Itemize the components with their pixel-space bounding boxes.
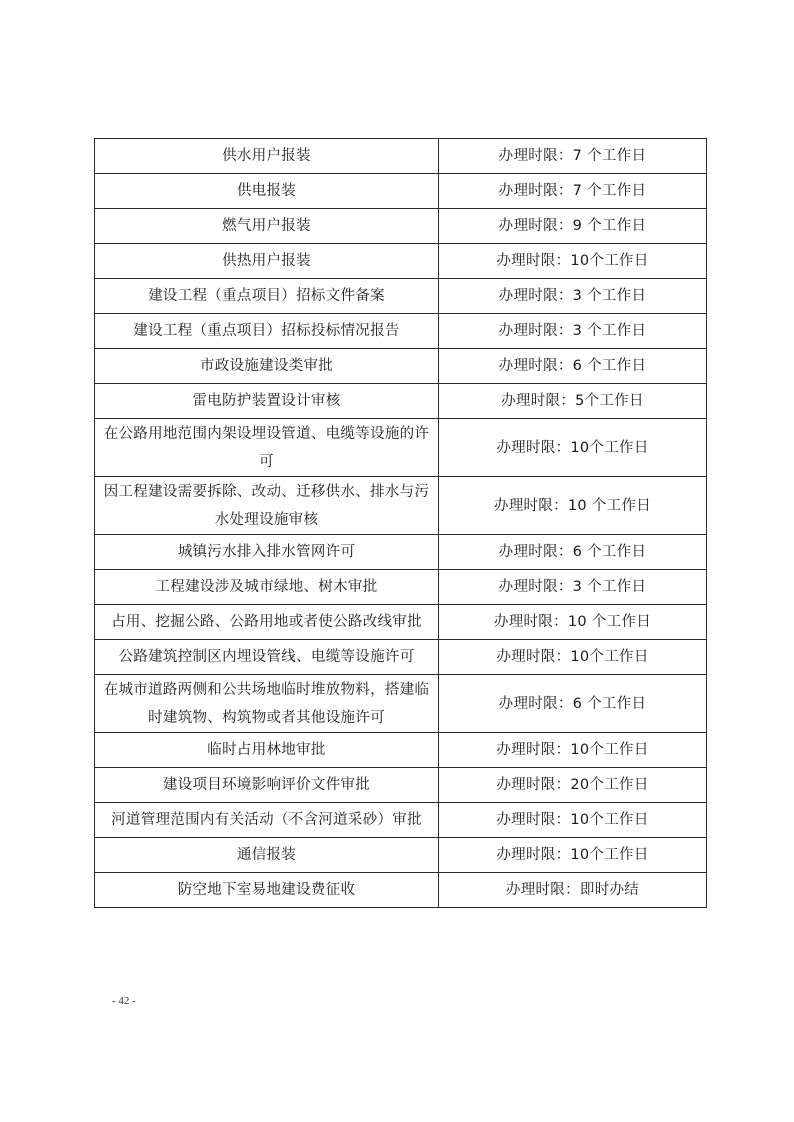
table-row — [95, 139, 707, 174]
time-limit-cell: 办理时限：7 个工作日 — [439, 174, 707, 209]
approval-item-cell: 供电报装 — [95, 174, 439, 209]
time-limit-cell: 办理时限：20个工作日 — [439, 768, 707, 803]
table-row — [95, 384, 707, 419]
approval-item-cell: 临时占用林地审批 — [95, 733, 439, 768]
approval-item-cell: 占用、挖掘公路、公路用地或者使公路改线审批 — [95, 605, 439, 640]
approval-item-cell: 在公路用地范围内架设埋设管道、电缆等设施的许可 — [95, 419, 439, 477]
approval-item-cell: 公路建筑控制区内埋设管线、电缆等设施许可 — [95, 640, 439, 675]
time-limit-cell: 办理时限：10个工作日 — [439, 803, 707, 838]
table-body — [95, 139, 707, 908]
approval-item-cell: 通信报装 — [95, 838, 439, 873]
time-limit-cell: 办理时限：10 个工作日 — [439, 477, 707, 535]
time-limit-cell: 办理时限：5个工作日 — [439, 384, 707, 419]
time-limit-cell: 办理时限：10个工作日 — [439, 419, 707, 477]
table-row — [95, 605, 707, 640]
table-row — [95, 733, 707, 768]
time-limit-cell: 办理时限：6 个工作日 — [439, 349, 707, 384]
time-limit-cell: 办理时限：即时办结 — [439, 873, 707, 908]
table-row — [95, 535, 707, 570]
time-limit-cell: 办理时限：9 个工作日 — [439, 209, 707, 244]
table-row — [95, 314, 707, 349]
time-limit-cell: 办理时限：7 个工作日 — [439, 139, 707, 174]
approval-item-cell: 供热用户报装 — [95, 244, 439, 279]
time-limit-cell: 办理时限：10个工作日 — [439, 640, 707, 675]
table-row — [95, 675, 707, 733]
table-row — [95, 174, 707, 209]
table-row — [95, 349, 707, 384]
table-row — [95, 640, 707, 675]
approval-item-cell: 防空地下室易地建设费征收 — [95, 873, 439, 908]
approval-item-cell: 河道管理范围内有关活动（不含河道采砂）审批 — [95, 803, 439, 838]
table-row — [95, 803, 707, 838]
table-row — [95, 768, 707, 803]
time-limit-cell: 办理时限：6 个工作日 — [439, 675, 707, 733]
approval-item-cell: 建设项目环境影响评价文件审批 — [95, 768, 439, 803]
approval-item-cell: 工程建设涉及城市绿地、树木审批 — [95, 570, 439, 605]
table-row — [95, 419, 707, 477]
time-limit-cell: 办理时限：10个工作日 — [439, 244, 707, 279]
time-limit-cell: 办理时限：3 个工作日 — [439, 279, 707, 314]
table-row — [95, 477, 707, 535]
table-row — [95, 873, 707, 908]
table-row — [95, 838, 707, 873]
approval-item-cell: 市政设施建设类审批 — [95, 349, 439, 384]
time-limit-cell: 办理时限：10 个工作日 — [439, 605, 707, 640]
time-limit-cell: 办理时限：10个工作日 — [439, 733, 707, 768]
approval-item-cell: 建设工程（重点项目）招标文件备案 — [95, 279, 439, 314]
approval-item-cell: 建设工程（重点项目）招标投标情况报告 — [95, 314, 439, 349]
approval-item-cell: 供水用户报装 — [95, 139, 439, 174]
table-row — [95, 570, 707, 605]
time-limit-cell: 办理时限：10个工作日 — [439, 838, 707, 873]
table-row — [95, 209, 707, 244]
approval-time-limit-table — [94, 138, 707, 908]
table-row — [95, 244, 707, 279]
table-row — [95, 279, 707, 314]
time-limit-cell: 办理时限：3 个工作日 — [439, 570, 707, 605]
approval-item-cell: 燃气用户报装 — [95, 209, 439, 244]
approval-item-cell: 在城市道路两侧和公共场地临时堆放物料，搭建临时建筑物、构筑物或者其他设施许可 — [95, 675, 439, 733]
approval-item-cell: 因工程建设需要拆除、改动、迁移供水、排水与污水处理设施审核 — [95, 477, 439, 535]
page-number: - 42 - — [112, 995, 136, 1007]
approval-item-cell: 城镇污水排入排水管网许可 — [95, 535, 439, 570]
approval-item-cell: 雷电防护装置设计审核 — [95, 384, 439, 419]
time-limit-cell: 办理时限：3 个工作日 — [439, 314, 707, 349]
time-limit-cell: 办理时限：6 个工作日 — [439, 535, 707, 570]
